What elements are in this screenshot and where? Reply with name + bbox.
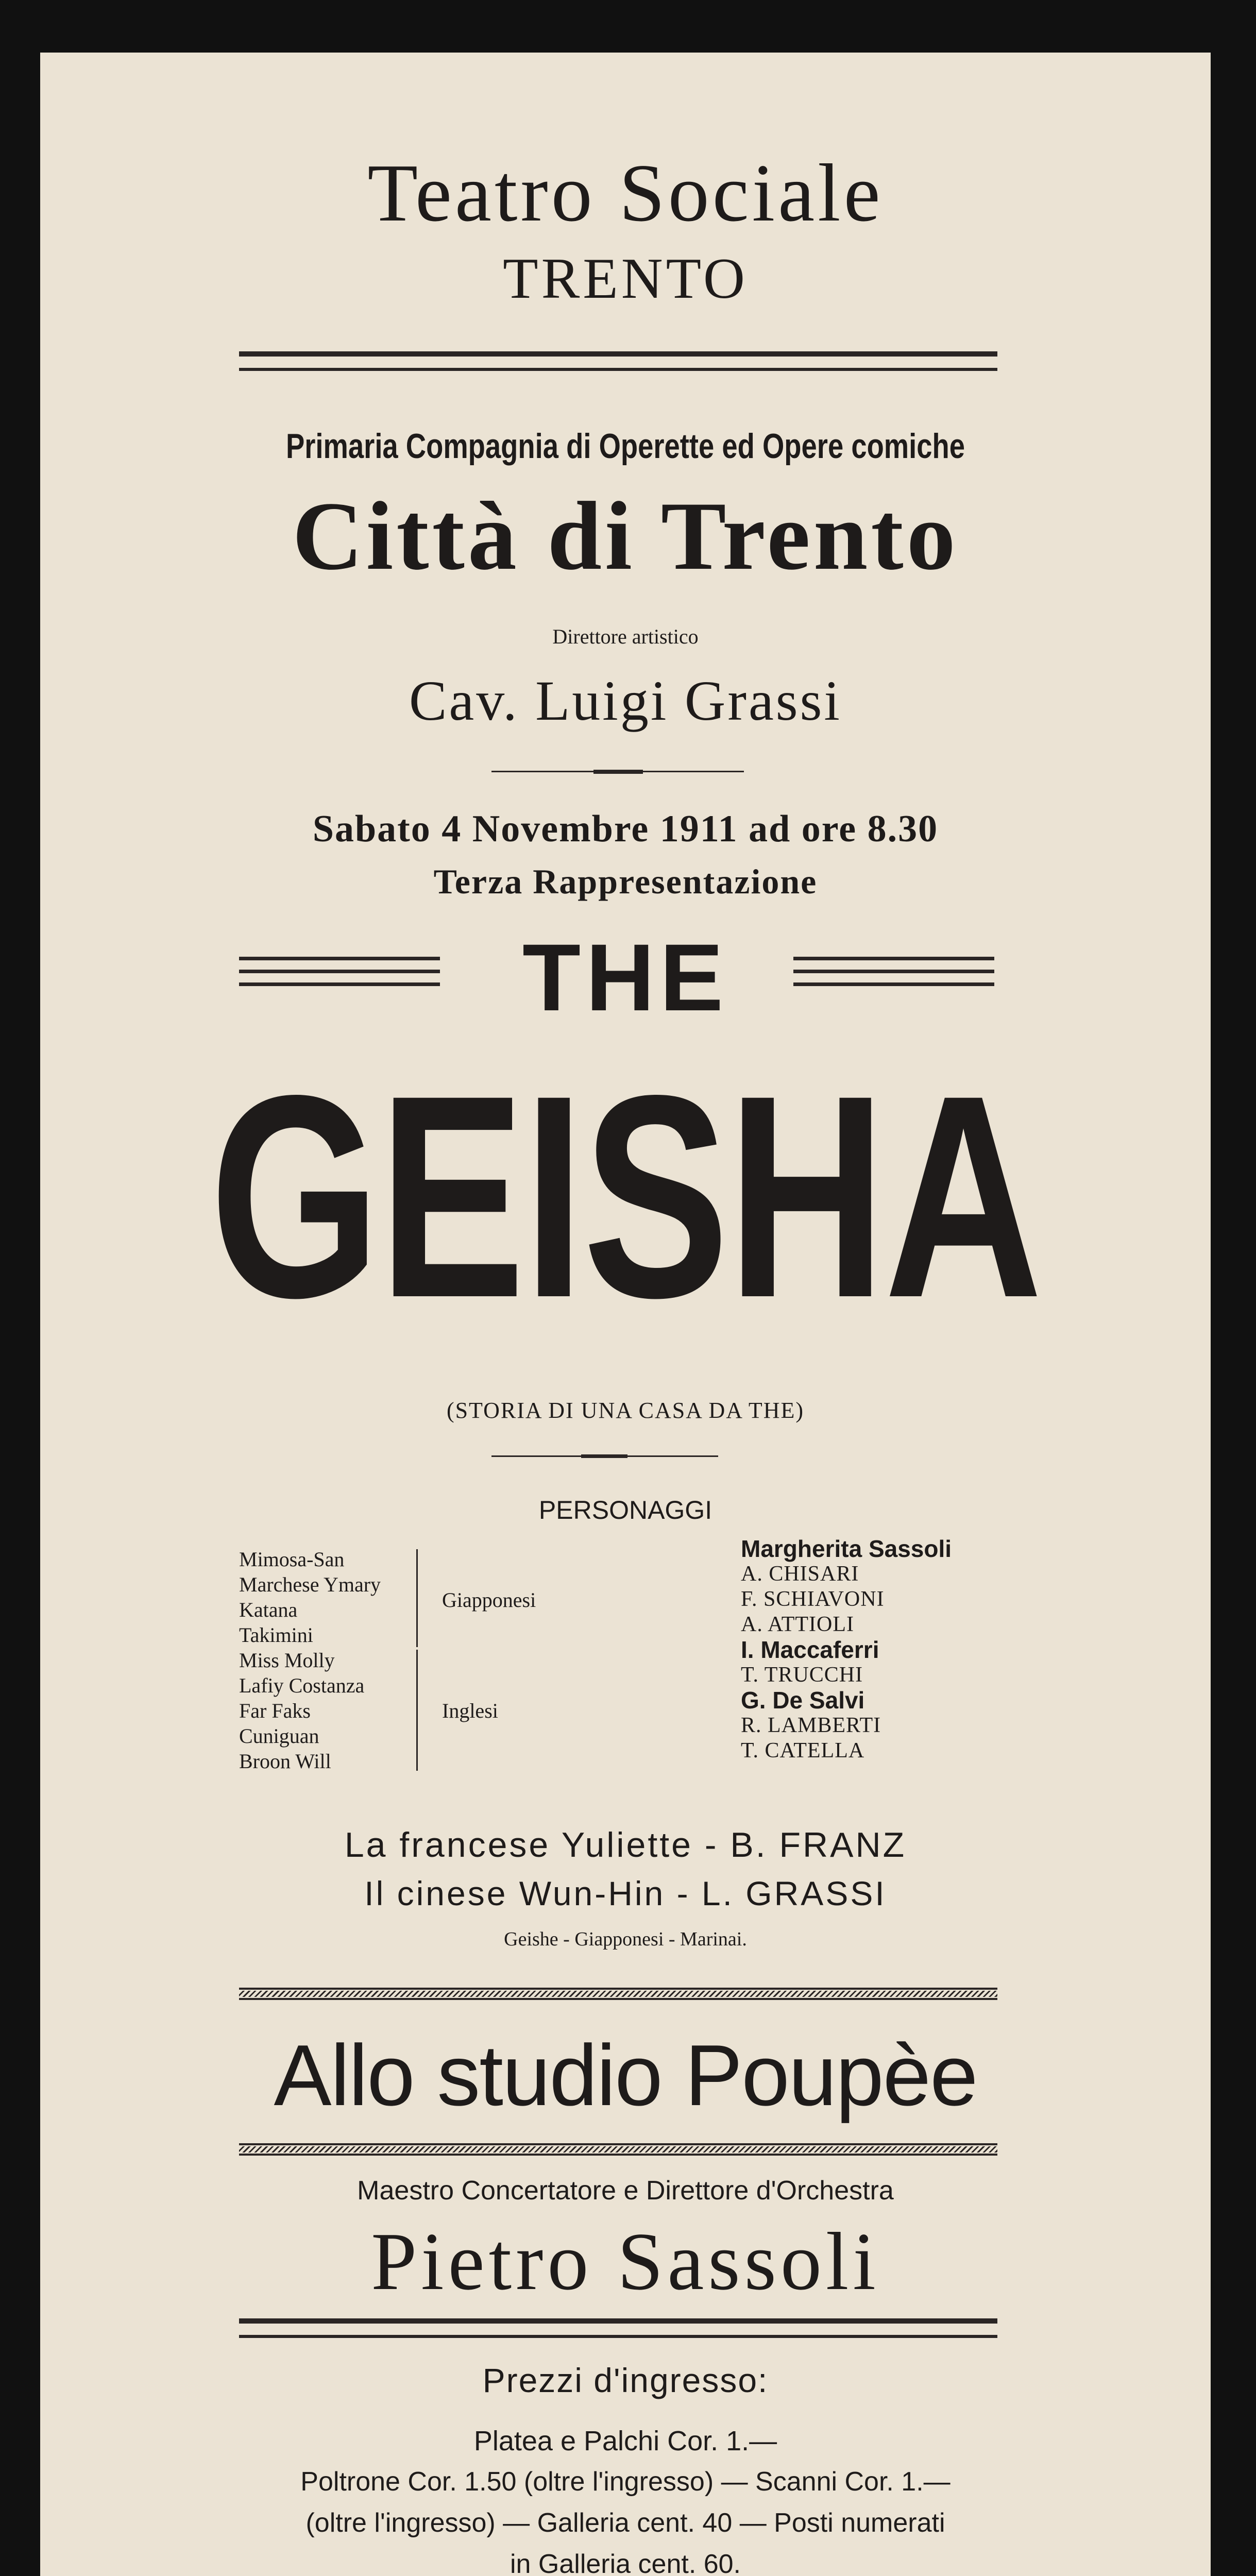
performance-date: Sabato 4 Novembre 1911 ad ore 8.30	[312, 808, 939, 850]
cast-member: T. CATELLA	[741, 1739, 865, 1762]
prices-line-4: in Galleria cent. 60.	[510, 2549, 741, 2576]
role: Katana	[239, 1598, 298, 1621]
company-label: Primaria Compagnia di Operette ed Opere comiche	[285, 427, 965, 466]
theatre-city: TRENTO	[503, 247, 748, 311]
group-english: Inglesi	[442, 1699, 498, 1722]
role: Broon Will	[239, 1750, 331, 1773]
brace-japanese	[416, 1549, 418, 1647]
cast-member: F. SCHIAVONI	[741, 1587, 885, 1611]
cast-list	[741, 1536, 952, 1764]
role: Marchese Ymary	[239, 1573, 381, 1596]
divider-center	[593, 770, 643, 774]
show-subtitle: (STORIA DI UNA CASA DA THE)	[446, 1398, 805, 1423]
chorus: Geishe - Giapponesi - Marinai.	[504, 1928, 747, 1950]
cast-member: G. De Salvi	[741, 1687, 865, 1714]
cast-member: T. TRUCCHI	[741, 1663, 863, 1687]
wavy-rule-top	[239, 1991, 997, 1997]
group-japanese: Giapponesi	[442, 1588, 536, 1612]
role: Mimosa-San	[239, 1548, 345, 1571]
conductor-name: Pietro Sassoli	[371, 2215, 880, 2307]
header-rule-thick	[239, 351, 997, 357]
conductor-rule-thick	[239, 2318, 997, 2324]
show-title: GEISHA	[210, 1035, 1041, 1358]
role: Cuniguan	[239, 1724, 319, 1748]
characters-heading: PERSONAGGI	[538, 1496, 712, 1524]
prices-heading: Prezzi d'ingresso:	[482, 2361, 769, 2399]
role: Far Faks	[239, 1699, 311, 1722]
cast-member: A. CHISARI	[741, 1562, 859, 1586]
poster	[40, 53, 1211, 2576]
act-title: Allo studio Poupèe	[274, 2027, 977, 2124]
divider-2-center	[581, 1454, 627, 1458]
theatre-name: Teatro Sociale	[367, 147, 884, 239]
extra-character-2: Il cinese Wun-Hin - L. GRASSI	[364, 1874, 887, 1912]
performance-edition: Terza Rappresentazione	[433, 862, 818, 901]
conductor-rule-thin	[239, 2335, 997, 2338]
roles-list	[239, 1547, 381, 1774]
director-label: Direttore artistico	[552, 625, 699, 648]
prices-line-2: Poltrone Cor. 1.50 (oltre l'ingresso) — Scanni Cor. 1.—	[300, 2467, 951, 2497]
role: Takimini	[239, 1623, 313, 1647]
role: Miss Molly	[239, 1649, 335, 1672]
conductor-label: Maestro Concertatore e Direttore d'Orchestra	[357, 2176, 894, 2206]
cast-member: R. LAMBERTI	[741, 1714, 881, 1737]
director-name: Cav. Luigi Grassi	[409, 669, 842, 732]
cast-member: Margherita Sassoli	[741, 1535, 952, 1562]
cast-member: I. Maccaferri	[741, 1636, 879, 1663]
header-rule-thin	[239, 368, 997, 371]
show-title-small: THE	[522, 925, 728, 1031]
wavy-rule-bottom	[239, 2146, 997, 2153]
role: Lafiy Costanza	[239, 1674, 365, 1697]
company-name: Città di Trento	[292, 482, 959, 590]
cast-member: A. ATTIOLI	[741, 1613, 854, 1636]
extra-character-1: La francese Yuliette - B. FRANZ	[344, 1825, 907, 1865]
prices-line-3: (oltre l'ingresso) — Galleria cent. 40 — Posti numerati	[305, 2508, 945, 2538]
brace-english	[416, 1650, 418, 1771]
prices-line-1: Platea e Palchi Cor. 1.—	[473, 2426, 777, 2456]
